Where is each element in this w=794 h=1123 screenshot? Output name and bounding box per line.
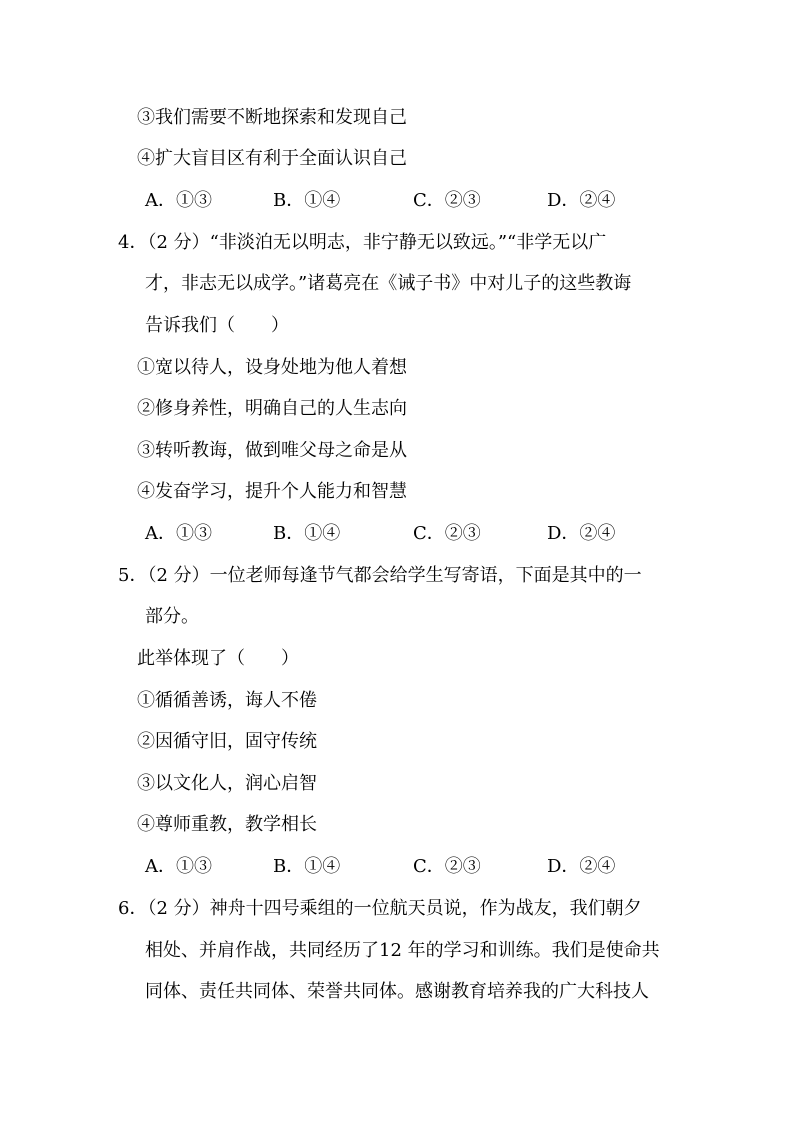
q5-option-c: C．②③ <box>413 856 481 877</box>
q5-stem-line-3: 此举体现了（ ） <box>137 648 299 669</box>
q6-stem-line-1: 6．（2 分）神舟十四号乘组的一位航天员说，作为战友，我们朝夕 <box>118 898 642 919</box>
q3-option-d: D．②④ <box>547 190 616 211</box>
q3-item-3: ③我们需要不断地探索和发现自己 <box>137 107 407 128</box>
q6-stem-line-2: 相处、并肩作战，共同经历了12 年的学习和训练。我们是使命共 <box>145 940 660 961</box>
q4-option-b: B．①④ <box>273 523 341 544</box>
q5-item-1: ①循循善诱，诲人不倦 <box>137 690 317 711</box>
q5-stem-line-2: 部分。 <box>145 606 199 627</box>
q4-stem-line-3: 告诉我们（ ） <box>145 315 289 336</box>
q4-item-3: ③转听教诲，做到唯父母之命是从 <box>137 440 407 461</box>
q4-stem-line-2: 才，非志无以成学。”诸葛亮在《诫子书》中对儿子的这些教诲 <box>145 273 632 294</box>
q5-item-4: ④尊师重教，教学相长 <box>137 814 317 835</box>
q6-stem-line-3: 同体、责任共同体、荣誉共同体。感谢教育培养我的广大科技人 <box>145 981 649 1002</box>
q4-option-c: C．②③ <box>413 523 481 544</box>
q4-item-4: ④发奋学习，提升个人能力和智慧 <box>137 481 407 502</box>
q4-option-d: D．②④ <box>547 523 616 544</box>
q5-option-d: D．②④ <box>547 856 616 877</box>
q5-item-2: ②因循守旧，固守传统 <box>137 731 317 752</box>
q4-item-1: ①宽以待人，设身处地为他人着想 <box>137 357 407 378</box>
q5-stem-line-1: 5．（2 分）一位老师每逢节气都会给学生写寄语，下面是其中的一 <box>118 565 642 586</box>
q4-item-2: ②修身养性，明确自己的人生志向 <box>137 398 407 419</box>
q3-option-c: C．②③ <box>413 190 481 211</box>
q5-option-a: A．①③ <box>145 856 212 877</box>
q3-option-b: B．①④ <box>273 190 341 211</box>
q5-option-b: B．①④ <box>273 856 341 877</box>
q5-item-3: ③以文化人，润心启智 <box>137 773 317 794</box>
q3-option-a: A．①③ <box>145 190 212 211</box>
q3-item-4: ④扩大盲目区有利于全面认识自己 <box>137 148 407 169</box>
q4-option-a: A．①③ <box>145 523 212 544</box>
q4-stem-line-1: 4．（2 分）“非淡泊无以明志，非宁静无以致远。”“非学无以广 <box>118 232 607 253</box>
